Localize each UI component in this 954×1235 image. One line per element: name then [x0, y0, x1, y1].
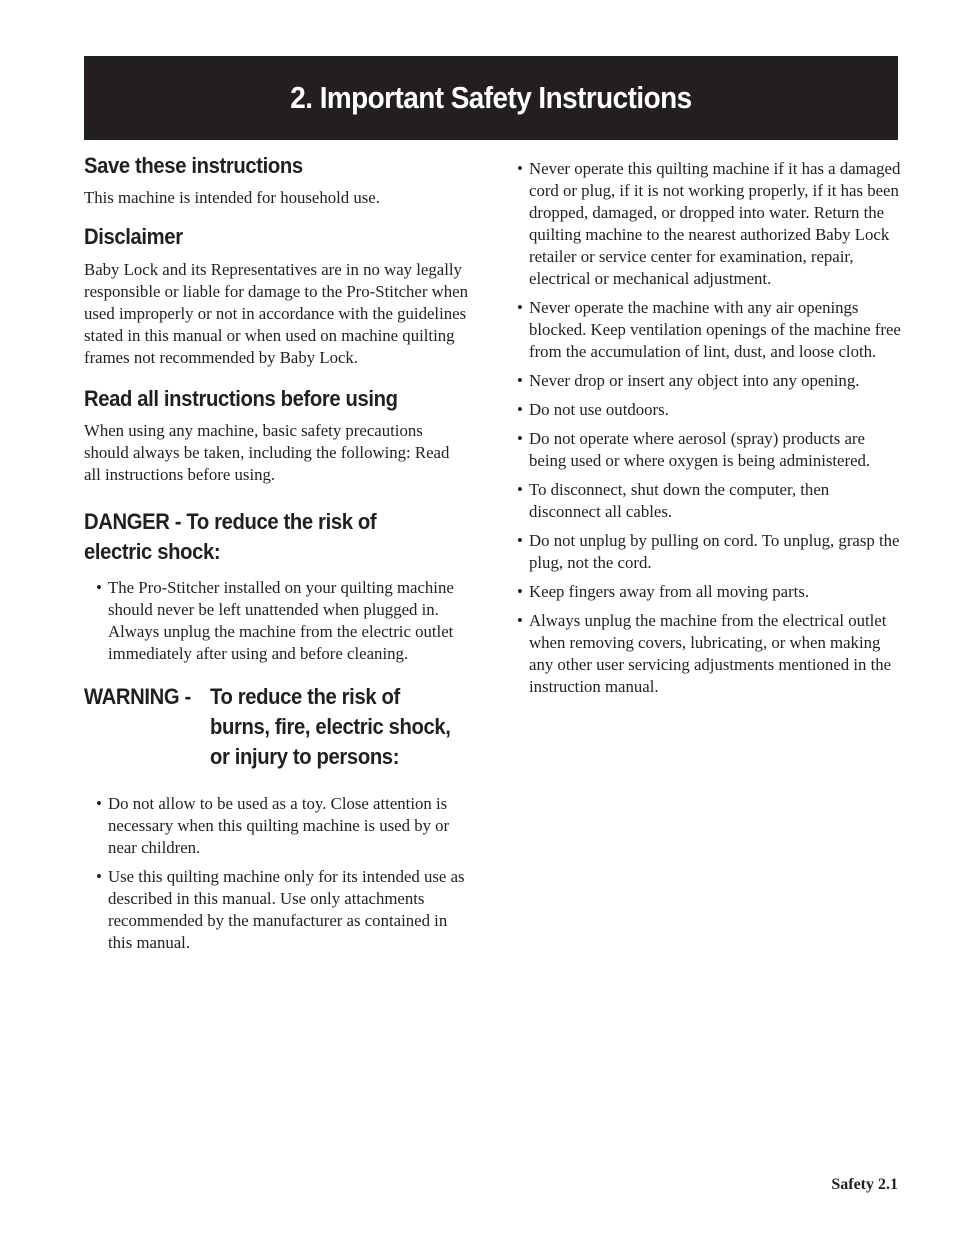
warning-heading-line3: or injury to persons:	[210, 744, 400, 769]
page-number: Safety 2.1	[831, 1176, 898, 1193]
left-column	[84, 151, 484, 961]
list-item: • The Pro-Stitcher installed on your quilting machine should never be left unattended when plugged in. Always unplug the machine from the electric outlet immediately after using and before cleaning.	[96, 577, 484, 665]
list-item: • Never operate the machine with any air openings blocked. Keep ventilation openings of the machine free from the accumulation of lint, dust, and loose cloth.	[517, 297, 903, 363]
read-heading: Read all instructions before using	[84, 386, 398, 411]
warning-heading	[84, 682, 484, 772]
danger-heading-line2: electric shock:	[84, 539, 221, 564]
warning-heading-line2: burns, fire, electric shock,	[210, 714, 451, 739]
disclaimer-text: Baby Lock and its Representatives are in no way legally responsible or liable for damage to the Pro-Stitcher when used improperly or not in accordance with the guidelines stated in this manual or when used on machine quilting frames not recommended by Baby Lock.	[84, 260, 468, 367]
danger-list	[96, 577, 484, 665]
read-text: When using any machine, basic safety precautions should always be taken, including the following: Read all instructions before using.	[84, 421, 450, 484]
save-heading: Save these instructions	[84, 153, 303, 178]
warning-heading-line1: To reduce the risk of	[210, 684, 400, 709]
list-item: • Never drop or insert any object into any opening.	[517, 370, 903, 392]
warning-heading-rest	[210, 682, 471, 772]
safety-list	[517, 158, 903, 698]
list-item: • To disconnect, shut down the computer, then disconnect all cables.	[517, 479, 903, 523]
list-item: • Do not operate where aerosol (spray) products are being used or where oxygen is being administered.	[517, 428, 903, 472]
list-item: • Do not unplug by pulling on cord. To unplug, grasp the plug, not the cord.	[517, 530, 903, 574]
title-banner	[84, 56, 898, 140]
page-title: 2. Important Safety Instructions	[290, 80, 692, 115]
list-item: • Use this quilting machine only for its intended use as described in this manual. Use only attachments recommended by the manufacturer as contained in this manual.	[96, 866, 474, 954]
list-item: • Do not use outdoors.	[517, 399, 903, 421]
warning-list	[96, 793, 484, 954]
list-item: • Always unplug the machine from the electrical outlet when removing covers, lubricating, or when making any other user servicing adjustments mentioned in the instruction manual.	[517, 610, 903, 698]
list-item: • Keep fingers away from all moving parts.	[517, 581, 903, 603]
right-column	[517, 158, 903, 705]
save-text: This machine is intended for household use.	[84, 188, 380, 207]
list-item: • Do not allow to be used as a toy. Close attention is necessary when this quilting machine is used by or near children.	[96, 793, 474, 859]
disclaimer-heading: Disclaimer	[84, 224, 183, 249]
list-item: • Never operate this quilting machine if it has a damaged cord or plug, if it is not working properly, if it has been dropped, damaged, or dropped into water. Return the quilting machine to the nearest authorized Baby Lock retailer or service center for examination, repair, electrical or mechanical adjustment.	[517, 158, 903, 290]
warning-heading-lead: WARNING -	[84, 684, 191, 709]
danger-heading-line1: DANGER - To reduce the risk of	[84, 509, 377, 534]
